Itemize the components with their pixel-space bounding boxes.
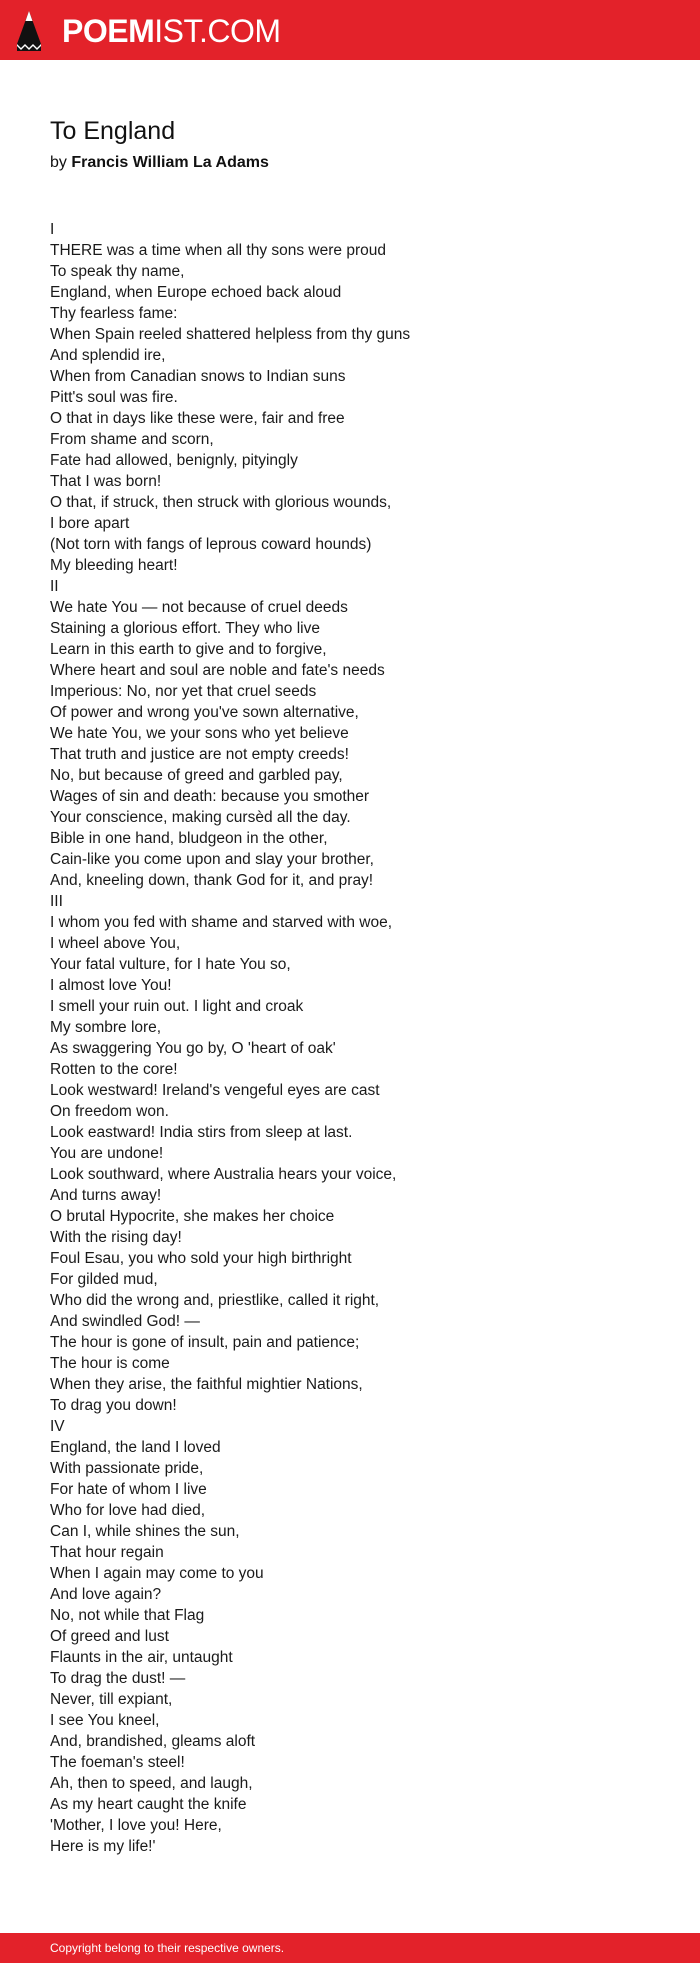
byline-label: by bbox=[50, 154, 67, 171]
poem-line: Of power and wrong you've sown alternative, bbox=[50, 704, 359, 721]
site-header bbox=[0, 0, 700, 60]
poem-title: To England bbox=[50, 117, 176, 145]
poem-line: II bbox=[50, 578, 59, 595]
poem-line: THERE was a time when all thy sons were proud bbox=[50, 242, 386, 259]
poem-line: No, but because of greed and garbled pay, bbox=[50, 767, 343, 784]
poem-line: Wages of sin and death: because you smother bbox=[50, 788, 370, 805]
poem-line: And splendid ire, bbox=[50, 347, 166, 364]
poem-line: My bleeding heart! bbox=[50, 557, 178, 574]
poem-line: That I was born! bbox=[50, 473, 162, 490]
poem-line: I whom you fed with shame and starved with woe, bbox=[50, 914, 393, 931]
poem-line: Here is my life!' bbox=[50, 1838, 156, 1855]
poem-line: As swaggering You go by, O 'heart of oak' bbox=[50, 1040, 336, 1057]
poem-line: Who did the wrong and, priestlike, called it right, bbox=[50, 1292, 380, 1309]
poem-line: Flaunts in the air, untaught bbox=[50, 1649, 233, 1666]
poem-line: And, brandished, gleams aloft bbox=[50, 1733, 256, 1750]
poem-line: I smell your ruin out. I light and croak bbox=[50, 998, 304, 1015]
poem-line: Who for love had died, bbox=[50, 1502, 206, 1519]
poem-line: For gilded mud, bbox=[50, 1271, 158, 1288]
poem-line: That truth and justice are not empty creeds! bbox=[50, 746, 349, 763]
poem-line: I bbox=[50, 221, 55, 238]
poem-line: We hate You, we your sons who yet believe bbox=[50, 725, 349, 742]
poem-line: With passionate pride, bbox=[50, 1460, 204, 1477]
poem-line: 'Mother, I love you! Here, bbox=[50, 1817, 222, 1834]
poem-line: The hour is gone of insult, pain and patience; bbox=[50, 1334, 360, 1351]
poem-line: O that, if struck, then struck with glorious wounds, bbox=[50, 494, 392, 511]
poem-line: Cain-like you come upon and slay your brother, bbox=[50, 851, 374, 868]
poem-line: Never, till expiant, bbox=[50, 1691, 173, 1708]
poem-line: Staining a glorious effort. They who live bbox=[50, 620, 320, 637]
poem-body bbox=[50, 219, 650, 1857]
poem-line: Look westward! Ireland's vengeful eyes are cast bbox=[50, 1082, 380, 1099]
poem-line: Your fatal vulture, for I hate You so, bbox=[50, 956, 291, 973]
poem-line: Ah, then to speed, and laugh, bbox=[50, 1775, 253, 1792]
site-logo-bold: POEM bbox=[62, 13, 155, 49]
poem-line: Can I, while shines the sun, bbox=[50, 1523, 240, 1540]
poem-line: Where heart and soul are noble and fate's needs bbox=[50, 662, 385, 679]
poem-line: And turns away! bbox=[50, 1187, 162, 1204]
site-logo-light: IST.COM bbox=[154, 13, 281, 49]
poem-line: No, not while that Flag bbox=[50, 1607, 205, 1624]
poem-line: Thy fearless fame: bbox=[50, 305, 178, 322]
site-footer bbox=[0, 1933, 700, 1963]
poem-line: I almost love You! bbox=[50, 977, 172, 994]
poem-line: To drag the dust! — bbox=[50, 1670, 186, 1687]
poem-line: When they arise, the faithful mightier Nations, bbox=[50, 1376, 363, 1393]
poem-line: When I again may come to you bbox=[50, 1565, 264, 1582]
pencil-tip-icon bbox=[16, 10, 42, 52]
poem-line: As my heart caught the knife bbox=[50, 1796, 247, 1813]
poem-line: I bore apart bbox=[50, 515, 130, 532]
site-logo-text bbox=[62, 10, 281, 52]
poem-line: III bbox=[50, 893, 63, 910]
poem-line: And, kneeling down, thank God for it, and pray! bbox=[50, 872, 374, 889]
poem-line: O brutal Hypocrite, she makes her choice bbox=[50, 1208, 335, 1225]
poem-line: O that in days like these were, fair and free bbox=[50, 410, 345, 427]
poem-line: To drag you down! bbox=[50, 1397, 177, 1414]
poem-line: When Spain reeled shattered helpless from thy guns bbox=[50, 326, 411, 343]
poem-line: IV bbox=[50, 1418, 65, 1435]
poem-line: Pitt's soul was fire. bbox=[50, 389, 178, 406]
poem-author[interactable]: Francis William La Adams bbox=[71, 154, 269, 171]
poem-line: When from Canadian snows to Indian suns bbox=[50, 368, 346, 385]
poem-line: To speak thy name, bbox=[50, 263, 185, 280]
poem-line: From shame and scorn, bbox=[50, 431, 214, 448]
poem-line: That hour regain bbox=[50, 1544, 164, 1561]
poem-line: Imperious: No, nor yet that cruel seeds bbox=[50, 683, 317, 700]
poem-line: England, the land I loved bbox=[50, 1439, 221, 1456]
poem-line: You are undone! bbox=[50, 1145, 164, 1162]
poem-line: Look southward, where Australia hears your voice, bbox=[50, 1166, 397, 1183]
poem-line: And swindled God! — bbox=[50, 1313, 200, 1330]
poem-line: Foul Esau, you who sold your high birthright bbox=[50, 1250, 352, 1267]
poem-line: The foeman's steel! bbox=[50, 1754, 185, 1771]
poem-line: We hate You — not because of cruel deeds bbox=[50, 599, 348, 616]
poem-line: With the rising day! bbox=[50, 1229, 182, 1246]
poem-line: Look eastward! India stirs from sleep at last. bbox=[50, 1124, 353, 1141]
poem-heading bbox=[50, 112, 650, 176]
poem-line: I wheel above You, bbox=[50, 935, 181, 952]
poem-line: For hate of whom I live bbox=[50, 1481, 207, 1498]
poem-line: I see You kneel, bbox=[50, 1712, 160, 1729]
site-logo[interactable] bbox=[16, 10, 281, 52]
poem-line: On freedom won. bbox=[50, 1103, 169, 1120]
poem-line: Bible in one hand, bludgeon in the other, bbox=[50, 830, 328, 847]
poem-line: And love again? bbox=[50, 1586, 162, 1603]
poem-line: (Not torn with fangs of leprous coward hounds) bbox=[50, 536, 372, 553]
poem-line: Learn in this earth to give and to forgive, bbox=[50, 641, 327, 658]
poem-line: Your conscience, making cursèd all the day. bbox=[50, 809, 351, 826]
poem-byline bbox=[50, 150, 650, 176]
poem-line: My sombre lore, bbox=[50, 1019, 162, 1036]
poem-line: Rotten to the core! bbox=[50, 1061, 178, 1078]
poem-line: England, when Europe echoed back aloud bbox=[50, 284, 342, 301]
poem-line: Fate had allowed, benignly, pityingly bbox=[50, 452, 298, 469]
poem-line: The hour is come bbox=[50, 1355, 170, 1372]
poem-line: Of greed and lust bbox=[50, 1628, 169, 1645]
copyright-text: Copyright belong to their respective owners. bbox=[50, 1941, 285, 1955]
